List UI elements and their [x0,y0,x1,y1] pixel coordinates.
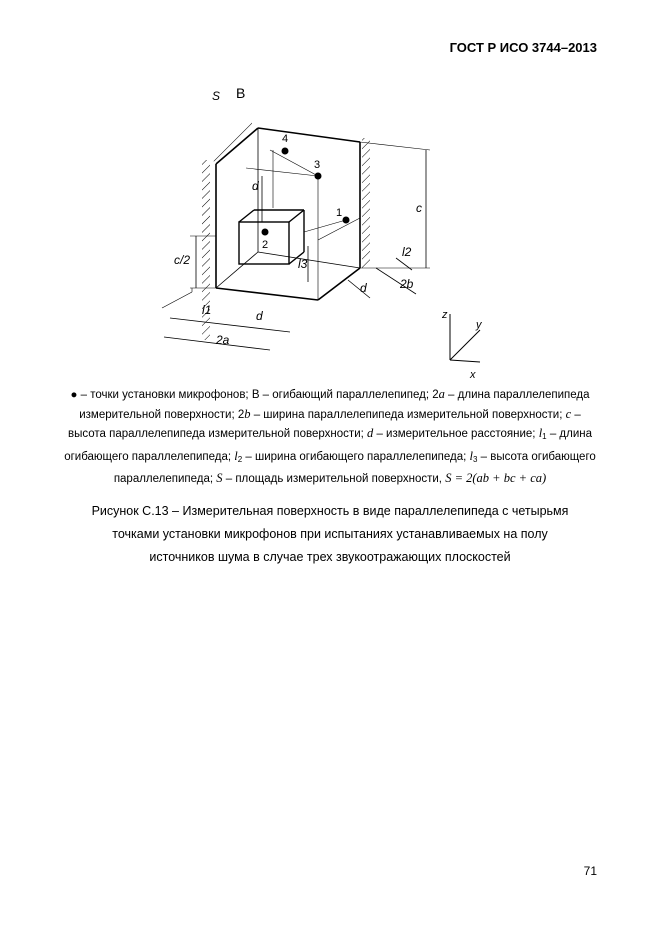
label-2a: 2a [216,333,230,347]
page-number: 71 [583,864,597,878]
label-s: S [212,89,221,103]
axis-y-label: y [476,319,482,331]
right-wall-hatch [362,138,370,268]
label-l2: l2 [402,245,412,259]
label-b: B [236,85,246,101]
measurement-surface-diagram [140,82,480,382]
mic-point-4 [282,148,289,155]
label-point-4: 4 [282,133,289,145]
bullet-icon: ● [70,389,78,401]
envelope-box [239,210,304,264]
area-formula: S = 2(ab + bc + ca) [445,471,547,485]
label-d-vertical: d [252,179,259,193]
label-c: c [416,201,422,215]
label-point-1: 1 [336,207,343,219]
mic-point-2 [262,229,269,236]
label-l1: l1 [202,303,212,317]
mic-point-1 [343,217,350,224]
standard-header: ГОСТ Р ИСО 3744–2013 [449,40,597,55]
label-c-half: c/2 [174,253,191,267]
mic-point-3 [315,173,322,180]
figure-legend: ● – точки установки микрофонов; B – огибающий параллелепипед; 2a – длина параллелепипеда измерительной поверхности; 2b – ширина параллелепипеда измерительной поверхности; c – высота параллелепипеда измерительной поверхности; d – измерительное расстояние; $l_1$ – длина огибающего параллелепипеда; $l_2$ – ширина огибающего параллелепипеда; $l_3$ – высота огибающего параллелепипеда; S – площадь измерительной поверхности, S = 2(ab + bc + ca) [64,387,596,485]
figure-diagram [140,82,480,387]
label-d-bottom: d [256,309,263,323]
top-wall-hatch [210,122,252,162]
axis-z-label: z [442,309,448,321]
figure-title: Рисунок С.13 – Измерительная поверхность в виде параллелепипеда с четырьмя точками установки микрофонов при испытаниях устанавливаемых на полу источников шума в случае трех звукоотражающих плоскостей [91,504,569,564]
label-d-right: d [360,281,367,295]
label-point-2: 2 [262,239,269,251]
label-l3: l3 [298,257,308,271]
label-2b: 2b [400,277,414,291]
label-point-3: 3 [314,159,321,171]
axis-x-label: x [470,369,476,381]
